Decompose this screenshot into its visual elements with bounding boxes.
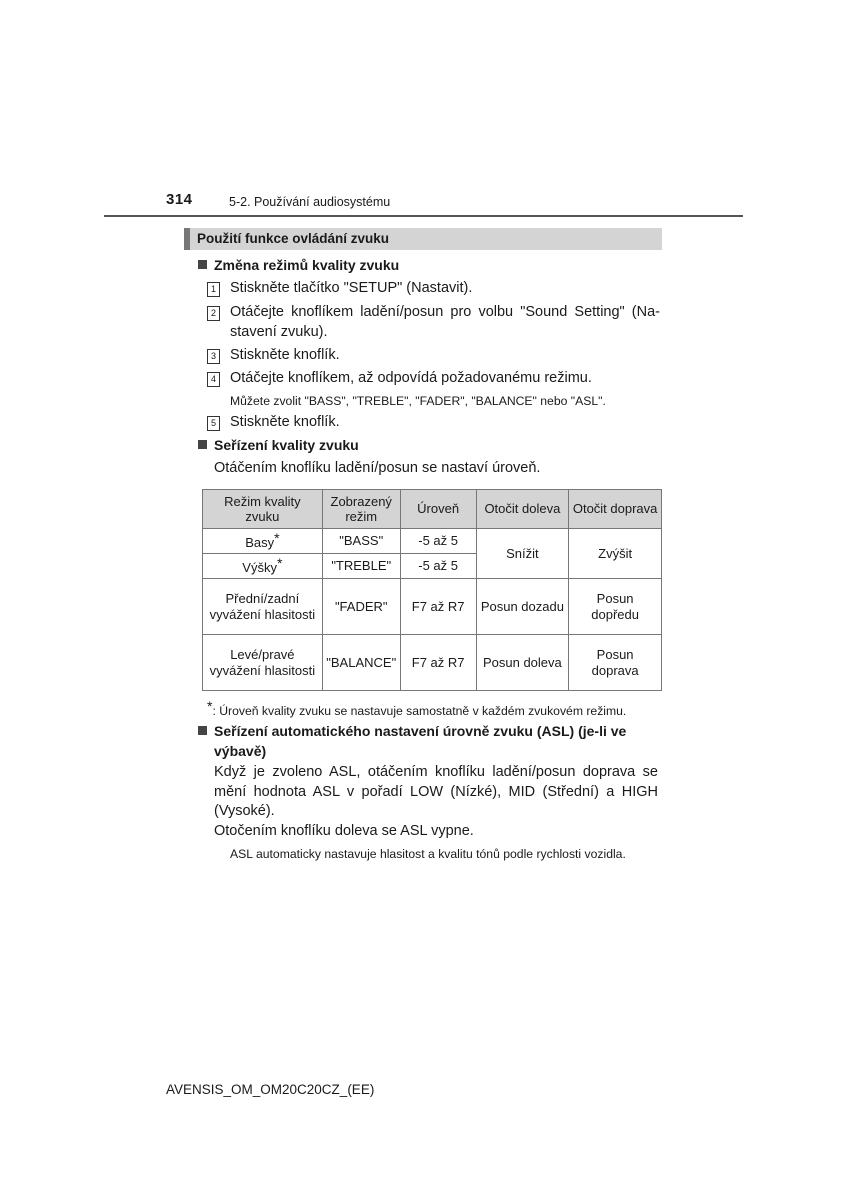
- table-cell: Přední/zadní vyvážení hlasitosti: [203, 579, 323, 635]
- table-cell: Snížit: [476, 529, 569, 579]
- table-cell: -5 až 5: [400, 554, 476, 579]
- asl-body-line: Otočením knoflíku doleva se ASL vypne.: [214, 822, 474, 839]
- table-header-cell: Režim kvality zvuku: [203, 490, 323, 529]
- table-cell: Posun doprava: [569, 635, 662, 691]
- subheading-text: Seřízení kvality zvuku: [214, 437, 359, 453]
- step-text: Otáčejte knoflíkem, až odpovídá požadovanému režimu.: [230, 370, 592, 386]
- step-number: 2: [207, 306, 220, 321]
- asl-body-line: Když je zvoleno ASL, otáčením knoflíku ladění/posun doprava se: [214, 764, 658, 780]
- table-cell: Zvýšit: [569, 529, 662, 579]
- table-cell: [203, 529, 323, 554]
- step-note: Můžete zvolit "BASS", "TREBLE", "FADER", "BALANCE" nebo "ASL".: [230, 394, 606, 408]
- table-header-cell: Otočit doprava: [569, 490, 662, 529]
- footnote-star: *: [207, 698, 213, 714]
- mode-label: Basy: [245, 535, 275, 551]
- bullet-square-icon: [198, 260, 207, 269]
- section-bar-accent: [184, 228, 190, 250]
- asl-body-line: (Vysoké).: [214, 803, 275, 819]
- subheading-sound-mode: [198, 257, 399, 273]
- header-divider: [104, 215, 743, 217]
- breadcrumb: 5-2. Používání audiosystému: [229, 195, 391, 209]
- table-cell: [203, 554, 323, 579]
- step-number: 3: [207, 349, 220, 364]
- table-header-row: [203, 490, 662, 529]
- step-text: Stiskněte tlačítko "SETUP" (Nastavit).: [230, 280, 473, 296]
- step-number: 5: [207, 416, 220, 431]
- page-number: 314: [166, 191, 193, 208]
- step-text: Stiskněte knoflík.: [230, 414, 340, 430]
- asl-body-line: mění hodnota ASL v pořadí LOW (Nízké), MID (Střední) a HIGH: [214, 783, 658, 800]
- subheading-sound-quality: [198, 437, 359, 453]
- table-row: [203, 579, 662, 635]
- table-cell: F7 až R7: [400, 579, 476, 635]
- document-code: AVENSIS_OM_OM20C20CZ_(EE): [166, 1082, 375, 1097]
- table-cell: "TREBLE": [322, 554, 400, 579]
- table-cell: Posun dopředu: [569, 579, 662, 635]
- step-number: 4: [207, 372, 220, 387]
- table-cell: "BASS": [322, 529, 400, 554]
- asl-body: [214, 763, 658, 841]
- table-row: [203, 635, 662, 691]
- sound-quality-intro: Otáčením knoflíku ladění/posun se nastaví úroveň.: [214, 460, 541, 476]
- table-header-cell: Zobrazený režim: [322, 490, 400, 529]
- footnote-text: : Úroveň kvality zvuku se nastavuje samostatně v každém zvukovém režimu.: [212, 704, 627, 718]
- step-number: 1: [207, 282, 220, 297]
- table-header-cell: Úroveň: [400, 490, 476, 529]
- table-cell: "BALANCE": [322, 635, 400, 691]
- subheading-text-cont: výbavě): [214, 743, 267, 759]
- table-cell: "FADER": [322, 579, 400, 635]
- table-row: [203, 529, 662, 554]
- table-cell: -5 až 5: [400, 529, 476, 554]
- subheading-text: Změna režimů kvality zvuku: [214, 257, 400, 273]
- table-cell: Levé/pravé vyvážení hlasitosti: [203, 635, 323, 691]
- table-cell: Posun dozadu: [476, 579, 569, 635]
- bullet-square-icon: [198, 440, 207, 449]
- subheading-text: Seřízení automatického nastavení úrovně zvuku (ASL) (je-li ve: [214, 723, 627, 739]
- table-cell: Posun doleva: [476, 635, 569, 691]
- asl-note: ASL automaticky nastavuje hlasitost a kvalitu tónů podle rychlosti vozidla.: [230, 847, 626, 861]
- mode-label: Výšky: [242, 560, 277, 576]
- table-cell: F7 až R7: [400, 635, 476, 691]
- table-footnote: [207, 698, 626, 718]
- subheading-asl: [198, 721, 660, 761]
- step-text: Otáčejte knoflíkem ladění/posun pro volbu "Sound Setting" (Na-stavení zvuku).: [230, 304, 660, 340]
- footnote-star: *: [276, 555, 283, 572]
- bullet-square-icon: [198, 726, 207, 735]
- section-title-bar: [184, 228, 662, 250]
- table-header-cell: Otočit doleva: [476, 490, 569, 529]
- sound-settings-table: [202, 489, 662, 691]
- footnote-star: *: [274, 530, 280, 547]
- section-title: Použití funkce ovládání zvuku: [197, 231, 390, 246]
- step-text: Stiskněte knoflík.: [230, 347, 340, 363]
